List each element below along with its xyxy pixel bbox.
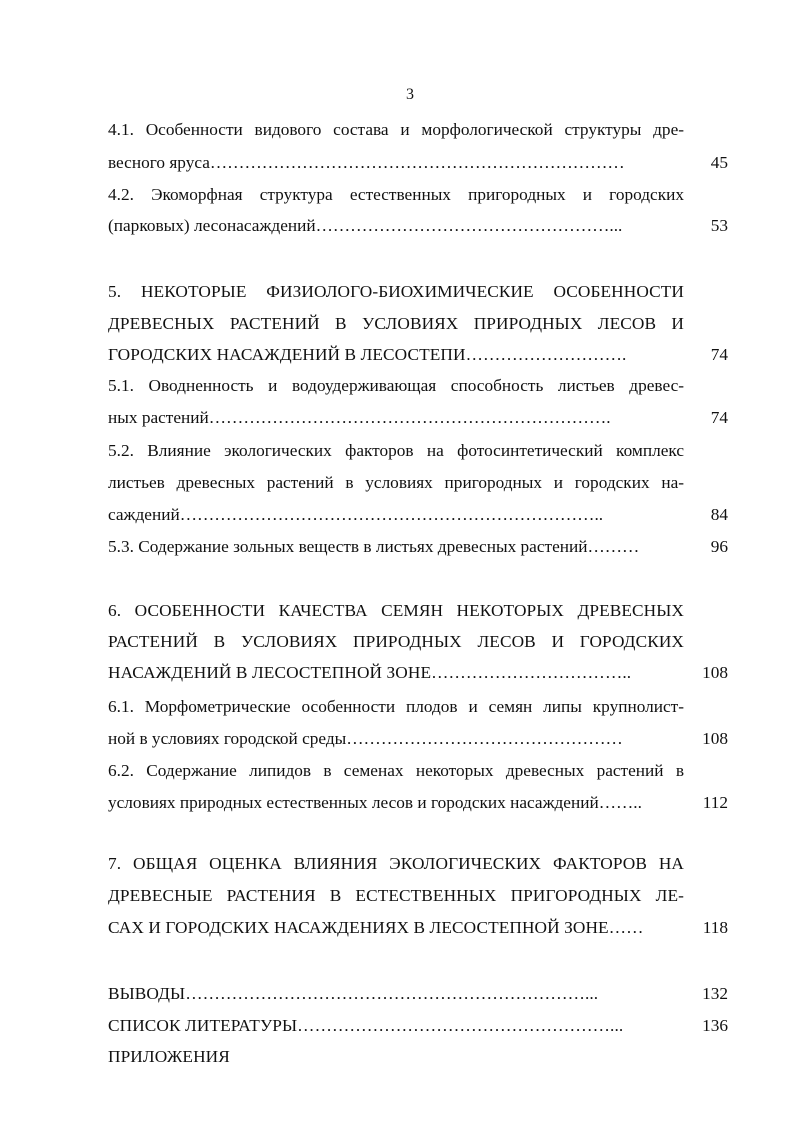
toc-entry-text: листьев древесных растений в условиях пригородных и городских на- (108, 473, 684, 492)
toc-chapter-text: НАСАЖДЕНИЙ В ЛЕСОСТЕПНОЙ ЗОНЕ…………………………….. (108, 663, 632, 682)
toc-entry-text: СПИСОК ЛИТЕРАТУРЫ………………………………………………... (108, 1016, 624, 1035)
toc-page-number: 108 (702, 729, 728, 748)
toc-chapter-text: РАСТЕНИЙ В УСЛОВИЯХ ПРИРОДНЫХ ЛЕСОВ И ГОРОДСКИХ (108, 632, 684, 651)
toc-entry-text: саждений……………………………………………………………….. (108, 505, 604, 524)
toc-entry-text: 5.3. Содержание зольных веществ в листьях древесных растений……… (108, 537, 640, 556)
toc-entry-text: весного яруса……………………………………………………………… (108, 153, 625, 172)
toc-entry-text: ной в условиях городской среды………………………………………… (108, 729, 623, 748)
page-number: 3 (406, 86, 414, 103)
toc-chapter-text: 5. НЕКОТОРЫЕ ФИЗИОЛОГО-БИОХИМИЧЕСКИЕ ОСОБЕННОСТИ (108, 282, 684, 301)
toc-entry-text: 5.1. Оводненность и водоудерживающая способность листьев древес- (108, 376, 684, 395)
toc-page-number: 45 (710, 153, 728, 172)
toc-chapter-text: 6. ОСОБЕННОСТИ КАЧЕСТВА СЕМЯН НЕКОТОРЫХ ДРЕВЕСНЫХ (108, 601, 684, 620)
toc-page-number: 84 (710, 505, 728, 524)
toc-page-number: 53 (710, 216, 728, 235)
toc-entry-text: 6.1. Морфометрические особенности плодов и семян липы крупнолист- (108, 697, 684, 716)
toc-page-number: 74 (710, 345, 728, 364)
toc-chapter-text: ДРЕВЕСНЫЕ РАСТЕНИЯ В ЕСТЕСТВЕННЫХ ПРИГОРОДНЫХ ЛЕ- (108, 886, 684, 905)
toc-page-number: 112 (702, 793, 728, 812)
toc-chapter-text: 7. ОБЩАЯ ОЦЕНКА ВЛИЯНИЯ ЭКОЛОГИЧЕСКИХ ФАКТОРОВ НА (108, 854, 684, 873)
toc-entry-text: условиях природных естественных лесов и городских насаждений…….. (108, 793, 642, 812)
toc-entry-text: ных растений……………………………………………………………. (108, 408, 611, 427)
toc-entry-text: 4.1. Особенности видового состава и морфологической структуры дре- (108, 120, 684, 139)
toc-entry-text: 5.2. Влияние экологических факторов на фотосинтетический комплекс (108, 441, 684, 460)
toc-page-number: 132 (702, 984, 728, 1003)
toc-entry-text: 6.2. Содержание липидов в семенах некоторых древесных растений в (108, 761, 684, 780)
toc-page-number: 136 (702, 1016, 728, 1035)
toc-chapter-text: САХ И ГОРОДСКИХ НАСАЖДЕНИЯХ В ЛЕСОСТЕПНОЙ ЗОНЕ…… (108, 918, 644, 937)
toc-chapter-text: ГОРОДСКИХ НАСАЖДЕНИЙ В ЛЕСОСТЕПИ………………………. (108, 345, 627, 364)
toc-entry-text: ВЫВОДЫ……………………………………………………………... (108, 984, 599, 1003)
toc-page-number: 74 (710, 408, 728, 427)
toc-page-number: 108 (702, 663, 728, 682)
toc-page-number: 96 (710, 537, 728, 556)
toc-entry-text: (парковых) лесонасаждений……………………………………………... (108, 216, 623, 235)
toc-entry-text: ПРИЛОЖЕНИЯ (108, 1047, 230, 1066)
toc-page-number: 118 (702, 918, 728, 937)
toc-entry-text: 4.2. Экоморфная структура естественных пригородных и городских (108, 185, 684, 204)
toc-chapter-text: ДРЕВЕСНЫХ РАСТЕНИЙ В УСЛОВИЯХ ПРИРОДНЫХ ЛЕСОВ И (108, 314, 684, 333)
